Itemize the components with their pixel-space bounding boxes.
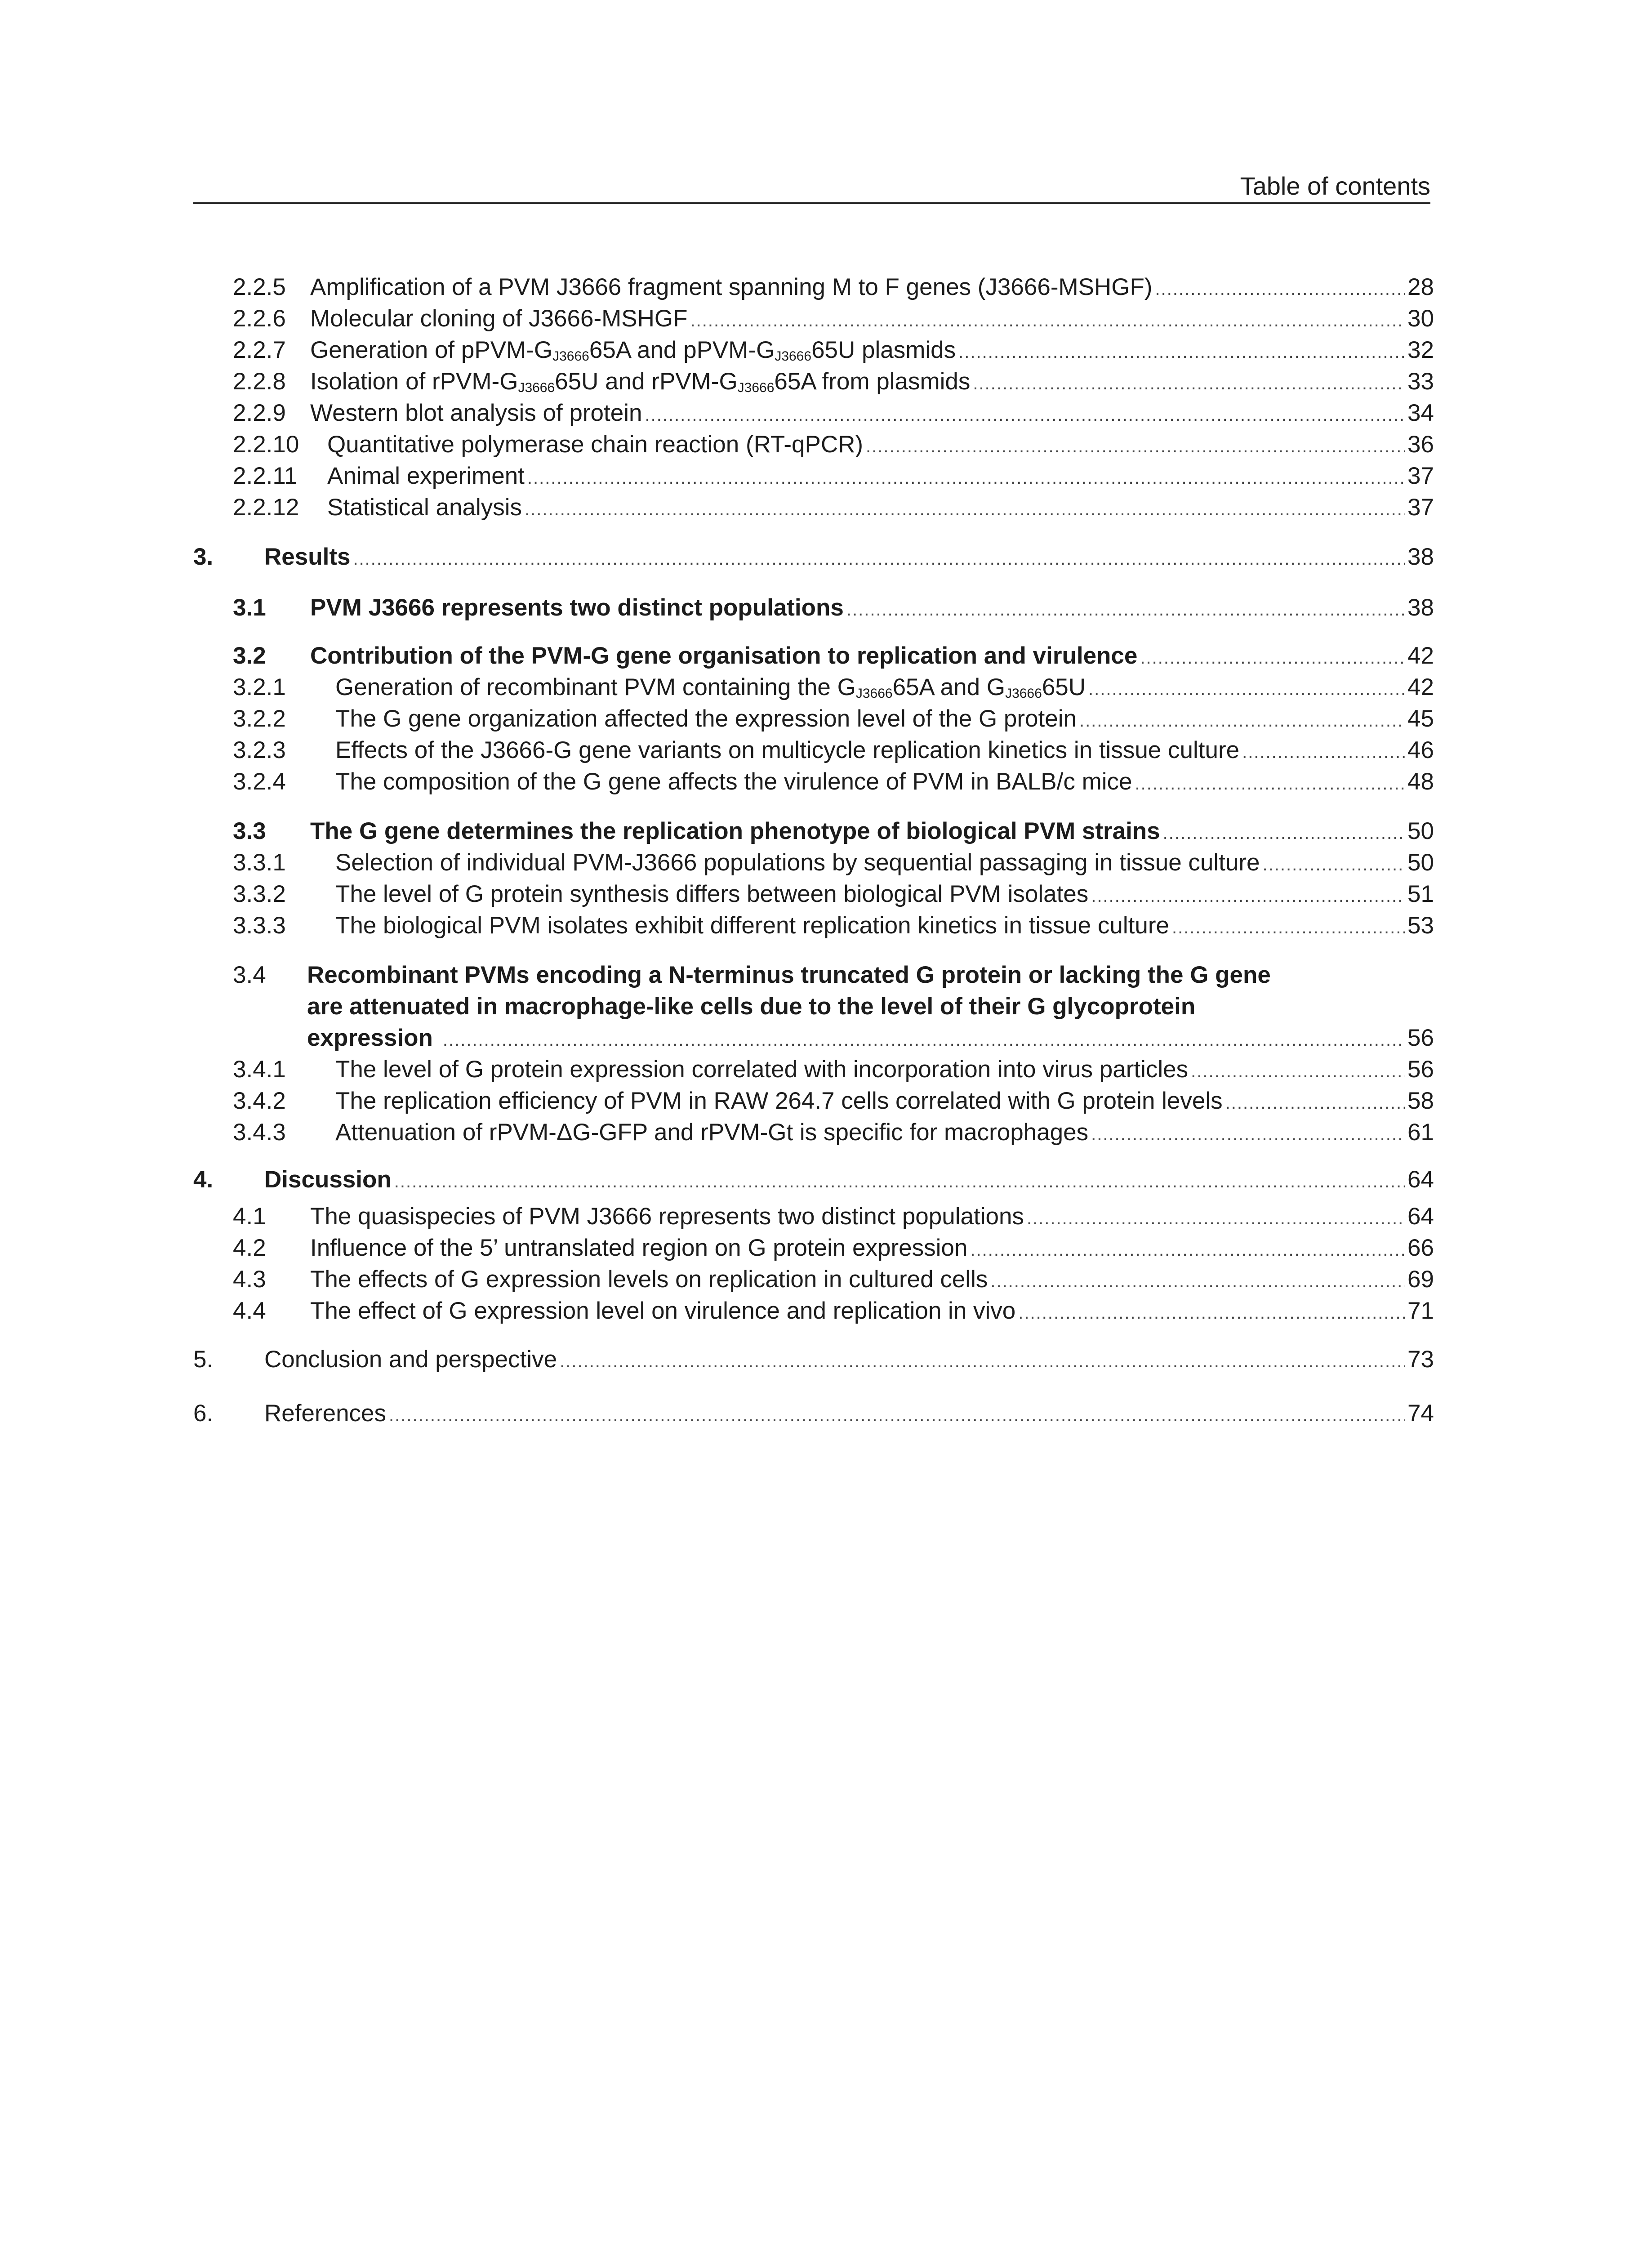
- toc-leader: [443, 1025, 1405, 1055]
- toc-entry-title: The G gene organization affected the expression level of the G protein: [335, 705, 1077, 732]
- toc-section-3-3[interactable]: [233, 816, 1434, 847]
- toc-leader: [1172, 912, 1405, 943]
- toc-leader: [1135, 768, 1405, 799]
- toc-entry-title: The level of G protein synthesis differs between biological PVM isolates: [335, 881, 1089, 907]
- toc-entry-title: Selection of individual PVM-J3666 populations by sequential passaging in tissue culture: [335, 849, 1260, 876]
- toc-entry-title: Results: [264, 544, 351, 570]
- toc-entry-number: 3.2.1: [233, 674, 286, 700]
- toc-chapter-references[interactable]: [193, 1398, 1434, 1429]
- toc-section-3-2[interactable]: [233, 641, 1434, 671]
- toc-entry-title: The quasispecies of PVM J3666 represents two distinct populations: [310, 1203, 1024, 1230]
- toc-entry-title: The G gene determines the replication phenotype of biological PVM strains: [310, 818, 1160, 844]
- toc-entry-title: Contribution of the PVM-G gene organisation to replication and virulence: [310, 642, 1138, 669]
- toc-leader: [525, 494, 1405, 525]
- toc-entry-title: Generation of recombinant PVM containing the $G_{J3666}65A$ and $G_{J3666}65U$: [335, 674, 1086, 701]
- toc-entry-number: 4.3: [233, 1266, 266, 1293]
- toc-entry-number: 3.3: [233, 818, 266, 844]
- toc-entry-page: 56: [1407, 1056, 1434, 1083]
- toc-entry-3-3-3[interactable]: [233, 910, 1434, 941]
- toc-entry-page: 30: [1407, 305, 1434, 332]
- toc-entry-page: 42: [1407, 642, 1434, 669]
- toc-entry-number: 3.4.2: [233, 1088, 286, 1114]
- page-header: [193, 171, 1430, 204]
- toc-entry-number: 3.2: [233, 642, 266, 669]
- toc-entry-page: 66: [1407, 1235, 1434, 1261]
- toc-entry-page: 61: [1407, 1119, 1434, 1146]
- toc-entry-title: Amplification of a PVM J3666 fragment spanning M to F genes (J3666-MSHGF): [310, 274, 1153, 300]
- toc-entry-3-4-2[interactable]: [233, 1086, 1434, 1116]
- toc-entry-page: 37: [1407, 494, 1434, 521]
- toc-entry-2-2-12[interactable]: [233, 492, 1434, 523]
- toc-entry-page: 48: [1407, 768, 1434, 795]
- toc-entry-page: 28: [1407, 274, 1434, 300]
- toc-entry-number: 4.2: [233, 1235, 266, 1261]
- toc-entry-number: 2.2.6: [233, 305, 286, 332]
- toc-leader: [958, 337, 1405, 367]
- toc-entry-page: 64: [1407, 1203, 1434, 1230]
- toc-leader: [846, 594, 1405, 625]
- toc-entry-number: 3.4: [233, 962, 266, 988]
- toc-entry-page: 64: [1407, 1166, 1434, 1193]
- toc-leader: [1140, 642, 1405, 673]
- toc-entry-number: 2.2.11: [233, 463, 298, 489]
- toc-entry-2-2-7[interactable]: [233, 335, 1434, 366]
- toc-leader: [1079, 705, 1405, 736]
- toc-entry-page: 45: [1407, 705, 1434, 732]
- toc-leader: [1018, 1298, 1405, 1328]
- toc-leader: [527, 463, 1405, 493]
- toc-entry-title: The level of G protein expression correlated with incorporation into virus particles: [335, 1056, 1189, 1083]
- toc-entry-page: 74: [1407, 1400, 1434, 1427]
- toc-entry-page: 51: [1407, 881, 1434, 907]
- toc-entry-page: 50: [1407, 849, 1434, 876]
- toc-entry-number: 4.4: [233, 1298, 266, 1324]
- toc-leader: [1225, 1088, 1405, 1118]
- toc-entry-page: 38: [1407, 544, 1434, 570]
- toc-leader: [1091, 1119, 1405, 1150]
- toc-entry-2-2-6[interactable]: [233, 303, 1434, 334]
- toc-entry-number: 3.1: [233, 594, 266, 621]
- toc-entry-number: 4.1: [233, 1203, 266, 1230]
- toc-leader: [645, 400, 1405, 430]
- toc-leader: [990, 1266, 1405, 1297]
- toc-entry-title: The composition of the G gene affects the virulence of PVM in BALB/c mice: [335, 768, 1132, 795]
- toc-entry-number: 3.2.2: [233, 705, 286, 732]
- toc-leader: [1263, 849, 1405, 880]
- toc-entry-2-2-5[interactable]: [233, 272, 1434, 303]
- toc-entry-title: Influence of the 5’ untranslated region on G protein expression: [310, 1235, 968, 1261]
- toc-entry-2-2-10[interactable]: [233, 429, 1434, 460]
- toc-entry-last-line: [307, 1023, 1434, 1053]
- toc-leader: [389, 1400, 1405, 1431]
- toc-entry-3-4-1[interactable]: [233, 1054, 1434, 1085]
- toc-entry-page: 73: [1407, 1346, 1434, 1373]
- toc-entry-title: Effects of the J3666-G gene variants on multicycle replication kinetics in tissue culture: [335, 737, 1240, 763]
- toc-entry-page: 71: [1407, 1298, 1434, 1324]
- toc-entry-number: 3.2.4: [233, 768, 286, 795]
- toc-entry-title-line: expression: [307, 1025, 433, 1051]
- toc-leader: [1088, 674, 1405, 705]
- toc-entry-number: 3.4.1: [233, 1056, 286, 1083]
- toc-entry-title: Molecular cloning of J3666-MSHGF: [310, 305, 688, 332]
- toc-leader: [1155, 274, 1405, 304]
- toc-entry-page: 69: [1407, 1266, 1434, 1293]
- toc-entry-2-2-8[interactable]: [233, 366, 1434, 397]
- toc-entry-number: 3.: [193, 544, 214, 570]
- toc-leader: [1191, 1056, 1405, 1087]
- toc-leader: [1242, 737, 1405, 767]
- toc-entry-title: Isolation of rPVM-$G_{J3666}65U$ and rPVM-$G_{J3666}65A$ from plasmids: [310, 368, 971, 395]
- toc-entry-title: The replication efficiency of PVM in RAW 264.7 cells correlated with G protein levels: [335, 1088, 1223, 1114]
- toc-entry-number: 3.3.3: [233, 912, 286, 939]
- toc-entry-number: 4.: [193, 1166, 214, 1193]
- header-title: Table of contents: [1240, 172, 1430, 200]
- toc-entry-title: The effects of G expression levels on replication in cultured cells: [310, 1266, 988, 1293]
- toc-section-3-1[interactable]: [233, 593, 1434, 623]
- toc-entry-4-2[interactable]: [233, 1233, 1434, 1263]
- toc-entry-title: Quantitative polymerase chain reaction (RT-qPCR): [327, 431, 864, 458]
- toc-chapter-results[interactable]: [193, 542, 1434, 572]
- toc-entry-page: 56: [1407, 1025, 1434, 1051]
- toc-entry-title: Statistical analysis: [327, 494, 522, 521]
- toc-entry-4-1[interactable]: [233, 1201, 1434, 1232]
- toc-leader: [1091, 881, 1405, 911]
- toc-entry-number: 6.: [193, 1400, 214, 1427]
- toc-leader: [690, 305, 1405, 336]
- toc-entry-number: 2.2.5: [233, 274, 286, 300]
- toc-entry-3-3-1[interactable]: [233, 847, 1434, 878]
- toc-entry-number: 2.2.8: [233, 368, 286, 395]
- toc-entry-page: 32: [1407, 337, 1434, 363]
- toc-leader: [1163, 818, 1405, 848]
- toc-leader: [970, 1235, 1405, 1265]
- toc-entry-number: 2.2.7: [233, 337, 286, 363]
- toc-entry-page: 46: [1407, 737, 1434, 763]
- toc-entry-title: Generation of pPVM-$G_{J3666}65A$ and pPVM-$G_{J3666}65U$ plasmids: [310, 337, 956, 364]
- toc-leader: [394, 1166, 1405, 1197]
- toc-entry-title: The biological PVM isolates exhibit different replication kinetics in tissue culture: [335, 912, 1169, 939]
- toc-entry-3-2-2[interactable]: [233, 704, 1434, 734]
- toc-entry-number: 3.4.3: [233, 1119, 286, 1146]
- toc-entry-number: 2.2.10: [233, 431, 299, 458]
- toc-entry-3-2-1[interactable]: [233, 672, 1434, 703]
- toc-leader: [866, 431, 1405, 462]
- toc-section-3-4[interactable]: [233, 960, 1434, 1054]
- toc-entry-4-3[interactable]: [233, 1264, 1434, 1295]
- toc-entry-4-4[interactable]: [233, 1296, 1434, 1326]
- toc-leader: [1027, 1203, 1405, 1234]
- toc-entry-3-4-3[interactable]: [233, 1117, 1434, 1148]
- toc-entry-title: Western blot analysis of protein: [310, 400, 642, 426]
- toc-leader: [973, 368, 1405, 399]
- toc-entry-page: 37: [1407, 463, 1434, 489]
- toc-entry-2-2-11[interactable]: [233, 461, 1434, 491]
- toc-chapter-discussion[interactable]: [193, 1164, 1434, 1195]
- toc-entry-page: 33: [1407, 368, 1434, 395]
- toc-entry-page: 36: [1407, 431, 1434, 458]
- toc-entry-page: 53: [1407, 912, 1434, 939]
- toc-entry-title: The effect of G expression level on virulence and replication in vivo: [310, 1298, 1016, 1324]
- toc-entry-title: References: [264, 1400, 387, 1427]
- toc-entry-title: PVM J3666 represents two distinct populations: [310, 594, 844, 621]
- toc-entry-number: 3.3.2: [233, 881, 286, 907]
- toc-entry-number: 2.2.9: [233, 400, 286, 426]
- toc-entry-3-2-3[interactable]: [233, 735, 1434, 766]
- toc-entry-3-2-4[interactable]: [233, 767, 1434, 797]
- toc-entry-3-3-2[interactable]: [233, 879, 1434, 910]
- toc-leader: [560, 1346, 1405, 1377]
- toc-entry-title: Attenuation of rPVM-ΔG-GFP and rPVM-Gt is specific for macrophages: [335, 1119, 1089, 1146]
- toc-entry-page: 42: [1407, 674, 1434, 700]
- toc-entry-title-line: are attenuated in macrophage-like cells due to the level of their G glycoprotein: [307, 993, 1196, 1020]
- toc-entry-number: 5.: [193, 1346, 214, 1373]
- toc-entry-page: 34: [1407, 400, 1434, 426]
- toc-entry-title: Discussion: [264, 1166, 392, 1193]
- toc-entry-title: Conclusion and perspective: [264, 1346, 557, 1373]
- toc-entry-page: 38: [1407, 594, 1434, 621]
- toc-entry-title-line: Recombinant PVMs encoding a N-terminus truncated G protein or lacking the G gene: [307, 962, 1271, 988]
- toc-entry-number: 3.2.3: [233, 737, 286, 763]
- toc-chapter-conclusion[interactable]: [193, 1344, 1434, 1375]
- toc-leader: [353, 544, 1405, 574]
- toc-entry-number: 2.2.12: [233, 494, 299, 521]
- toc-entry-title: Animal experiment: [327, 463, 525, 489]
- toc-entry-page: 58: [1407, 1088, 1434, 1114]
- toc-entry-2-2-9[interactable]: [233, 398, 1434, 428]
- toc-entry-page: 50: [1407, 818, 1434, 844]
- toc-entry-number: 3.3.1: [233, 849, 286, 876]
